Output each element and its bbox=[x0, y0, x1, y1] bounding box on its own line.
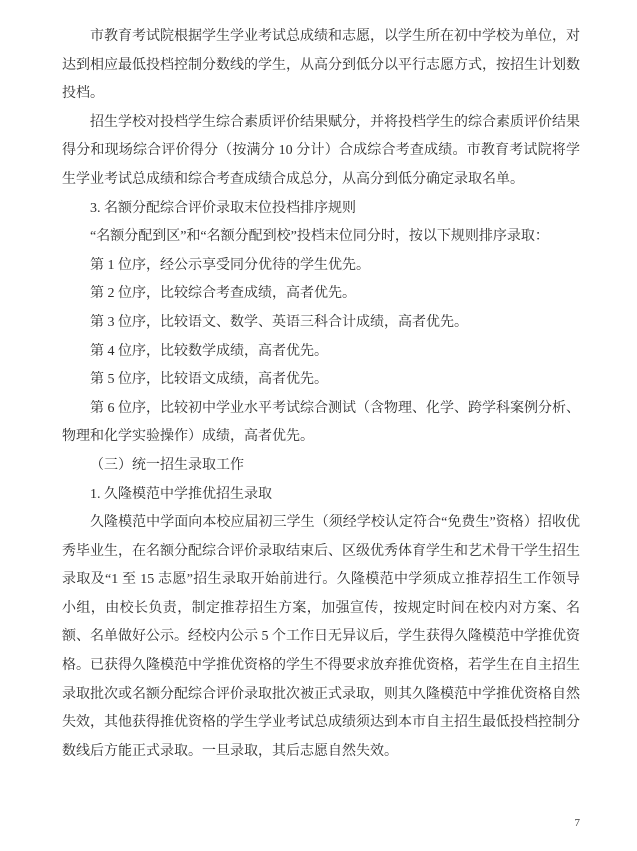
paragraph-rank-1: 第 1 位序，经公示享受同分优待的学生优先。 bbox=[90, 257, 370, 273]
subsection-heading-tiebreak-rules: 3. 名额分配综合评价录取末位投档排序规则 bbox=[90, 200, 356, 216]
page-number: 7 bbox=[574, 817, 580, 829]
paragraph-rank-4: 第 4 位序，比较数学成绩，高者优先。 bbox=[90, 343, 328, 359]
paragraph-rank-3: 第 3 位序，比较语文、数学、英语三科合计成绩，高者优先。 bbox=[90, 314, 468, 330]
subsection-heading-jiulong-school: 1. 久隆模范中学推优招生录取 bbox=[90, 486, 272, 502]
page-content bbox=[62, 23, 580, 766]
paragraph-score-composition: 招生学校对投档学生综合素质评价结果赋分，并将投档学生的综合素质评价结果得分和现场综合评价得分（按满分 10 分计）合成综合考查成绩。市教育考试院将学生学业考试总成绩和综合考查成绩合成总分，从高分到低分确定录取名单。 bbox=[62, 114, 580, 187]
section-heading-unified-admission: （三）统一招生录取工作 bbox=[90, 457, 244, 473]
paragraph-dispatch-rule: 市教育考试院根据学生学业考试总成绩和志愿，以学生所在初中学校为单位，对达到相应最低投档控制分数线的学生，从高分到低分以平行志愿方式，按招生计划数投档。 bbox=[62, 29, 580, 102]
paragraph-rank-5: 第 5 位序，比较语文成绩，高者优先。 bbox=[90, 372, 328, 388]
paragraph-tiebreak-intro: “名额分配到区”和“名额分配到校”投档末位同分时，按以下规则排序录取： bbox=[90, 229, 549, 245]
paragraph-rank-6: 第 6 位序，比较初中学业水平考试综合测试（含物理、化学、跨学科案例分析、物理和化学实验操作）成绩，高者优先。 bbox=[62, 400, 580, 445]
paragraph-jiulong-details: 久隆模范中学面向本校应届初三学生（须经学校认定符合“免费生”资格）招收优秀毕业生，在名额分配综合评价录取结束后、区级优秀体育学生和艺术骨干学生招生录取及“1 至 15 志愿”招生录取开始前进行。久隆模范中学须成立推荐招生工作领导小组，由校长负责，制定推荐招生方案，加强宣传，按规定时间在校内对方案、名额、名单做好公示。经校内公示 5 个工作日无异议后，学生获得久隆模范中学推优资格。已获得久隆模范中学推优资格的学生不得要求放弃推优资格，若学生在自主招生录取批次或名额分配综合评价录取批次被正式录取，则其久隆模范中学推优资格自然失效，其他获得推优资格的学生学业考试总成绩须达到本市自主招生最低投档控制分数线后方能正式录取。一旦录取，其后志愿自然失效。 bbox=[62, 515, 580, 759]
paragraph-rank-2: 第 2 位序，比较综合考查成绩，高者优先。 bbox=[90, 286, 356, 302]
